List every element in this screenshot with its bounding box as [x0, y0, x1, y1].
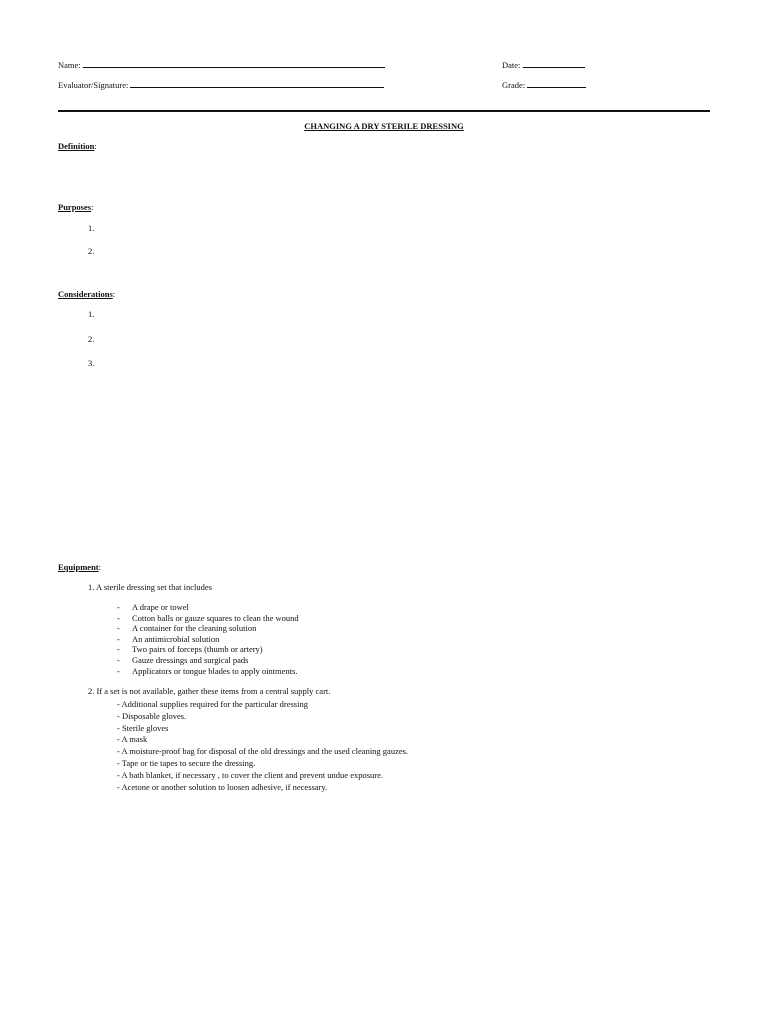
list-item-text: Gauze dressings and surgical pads [132, 654, 249, 665]
equipment-item-1: 1. A sterile dressing set that includes [88, 582, 212, 592]
list-item-text: A drape or towel [132, 602, 189, 612]
date-label: Date: [502, 60, 521, 70]
list-item-text: A container for the cleaning solution [132, 623, 257, 634]
list-item [117, 655, 299, 666]
name-field [58, 59, 385, 70]
list-item: - Tape or tie tapes to secure the dressing. [117, 757, 256, 768]
list-dash: - [117, 644, 120, 655]
list-item [117, 613, 299, 624]
equipment-sublist-2 [117, 699, 408, 793]
list-item: - Acetone or another solution to loosen adhesive, if necessary. [117, 781, 328, 792]
equipment-sublist-1 [117, 602, 299, 676]
definition-heading: Definition [58, 141, 95, 151]
evaluator-label: Evaluator/Signature: [58, 80, 129, 90]
equipment-section [58, 562, 101, 572]
purpose-item-1: 1. [88, 223, 95, 233]
list-item [117, 666, 299, 677]
document-title: CHANGING A DRY STERILE DRESSING [304, 121, 464, 131]
list-dash: - [117, 665, 120, 676]
equipment-heading: Equipment [58, 562, 99, 572]
list-item-text: Applicators or tongue blades to apply ointments. [132, 665, 298, 676]
list-item-text: Two pairs of forceps (thumb or artery) [132, 644, 263, 655]
considerations-colon: : [112, 289, 116, 299]
equipment-item-2: 2. If a set is not available, gather these items from a central supply cart. [88, 686, 331, 696]
list-dash: - [117, 623, 120, 634]
consideration-item-2: 2. [88, 334, 95, 344]
considerations-heading: Considerations [58, 289, 113, 299]
purpose-item-2: 2. [88, 246, 95, 256]
list-item-text: Cotton balls or gauze squares to clean the wound [132, 612, 299, 623]
purposes-section [58, 202, 93, 212]
evaluator-blank[interactable] [130, 79, 384, 88]
list-item: - A moisture-proof bag for disposal of the old dressings and the used cleaning gauzes. [117, 746, 409, 757]
grade-blank[interactable] [527, 79, 586, 88]
list-item: - A mask [117, 734, 148, 745]
definition-colon: : [94, 141, 97, 151]
considerations-section [58, 289, 115, 299]
consideration-item-1: 1. [88, 309, 95, 319]
equipment-colon: : [98, 562, 101, 572]
evaluator-field [58, 79, 384, 90]
list-item: - A bath blanket, if necessary , to cover the client and prevent undue exposure. [117, 769, 384, 780]
name-label: Name: [58, 60, 81, 70]
list-dash: - [117, 654, 120, 665]
list-dash: - [117, 633, 120, 644]
grade-field [502, 79, 586, 90]
list-dash: - [117, 602, 120, 612]
date-blank[interactable] [523, 59, 585, 68]
list-item: - Additional supplies required for the particular dressing [117, 699, 308, 709]
list-item: - Sterile gloves [117, 722, 169, 733]
purposes-colon: : [91, 202, 94, 212]
header-divider [58, 110, 710, 112]
consideration-item-3: 3. [88, 358, 95, 368]
grade-label: Grade: [502, 80, 526, 90]
definition-section [58, 141, 97, 151]
purposes-heading: Purposes [58, 202, 92, 212]
list-item [117, 634, 299, 645]
list-dash: - [117, 612, 120, 623]
list-item-text: An antimicrobial solution [132, 633, 220, 644]
list-item [117, 623, 299, 634]
name-blank[interactable] [83, 59, 385, 68]
list-item [117, 602, 299, 613]
date-field [502, 59, 585, 70]
list-item: - Disposable gloves. [117, 710, 187, 721]
list-item [117, 644, 299, 655]
